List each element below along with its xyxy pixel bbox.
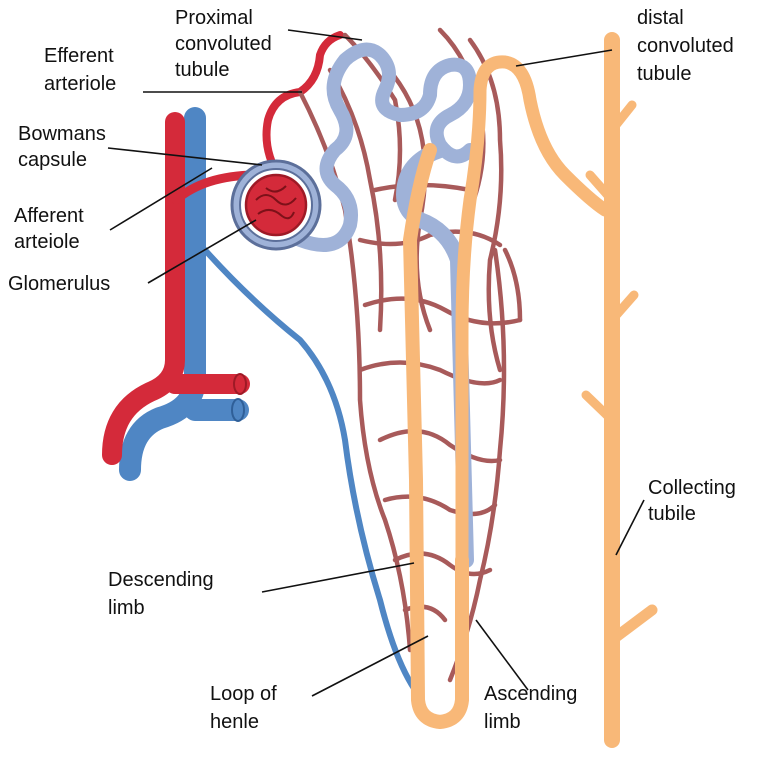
label-pct-line2: convoluted [175,33,272,55]
label-pct-line1: Proximal [175,7,253,29]
label-ascending-line1: Ascending [484,683,578,705]
renal-vein-end [232,399,244,421]
collecting-duct [586,40,652,740]
label-bowman-line2: capsule [18,149,87,171]
label-dct-line3: tubule [637,63,692,85]
renal-vein [130,118,244,470]
label-afferent-line1: Afferent [14,205,84,227]
label-glomerulus: Glomerulus [8,273,111,295]
renal-vein-trunk [130,118,195,470]
label-efferent-line1: Efferent [44,45,114,67]
label-dct-line1: distal [637,7,684,29]
leader-descending [262,563,414,592]
interlobular-vein [205,250,415,690]
label-loop-line2: henle [210,711,259,733]
leader-dct [516,50,612,66]
label-dct-line2: convoluted [637,35,734,57]
label-bowman-line1: Bowmans [18,123,106,145]
leader-pct [288,30,362,40]
label-ascending-line2: limb [484,711,521,733]
label-descending-line2: limb [108,597,145,619]
renal-artery-end [234,374,246,394]
label-afferent-line2: arteiole [14,231,80,253]
label-efferent-line2: arteriole [44,73,117,95]
label-collecting-line1: Collecting [648,477,736,499]
glomerulus [246,175,306,235]
label-loop-line1: Loop of [210,683,277,705]
distal-convoluted-tubule [462,62,605,560]
leader-ascending [476,620,528,690]
leader-collecting [616,500,644,555]
label-descending-line1: Descending [108,569,214,591]
label-pct-line3: tubule [175,59,230,81]
label-collecting-line2: tubile [648,503,696,525]
